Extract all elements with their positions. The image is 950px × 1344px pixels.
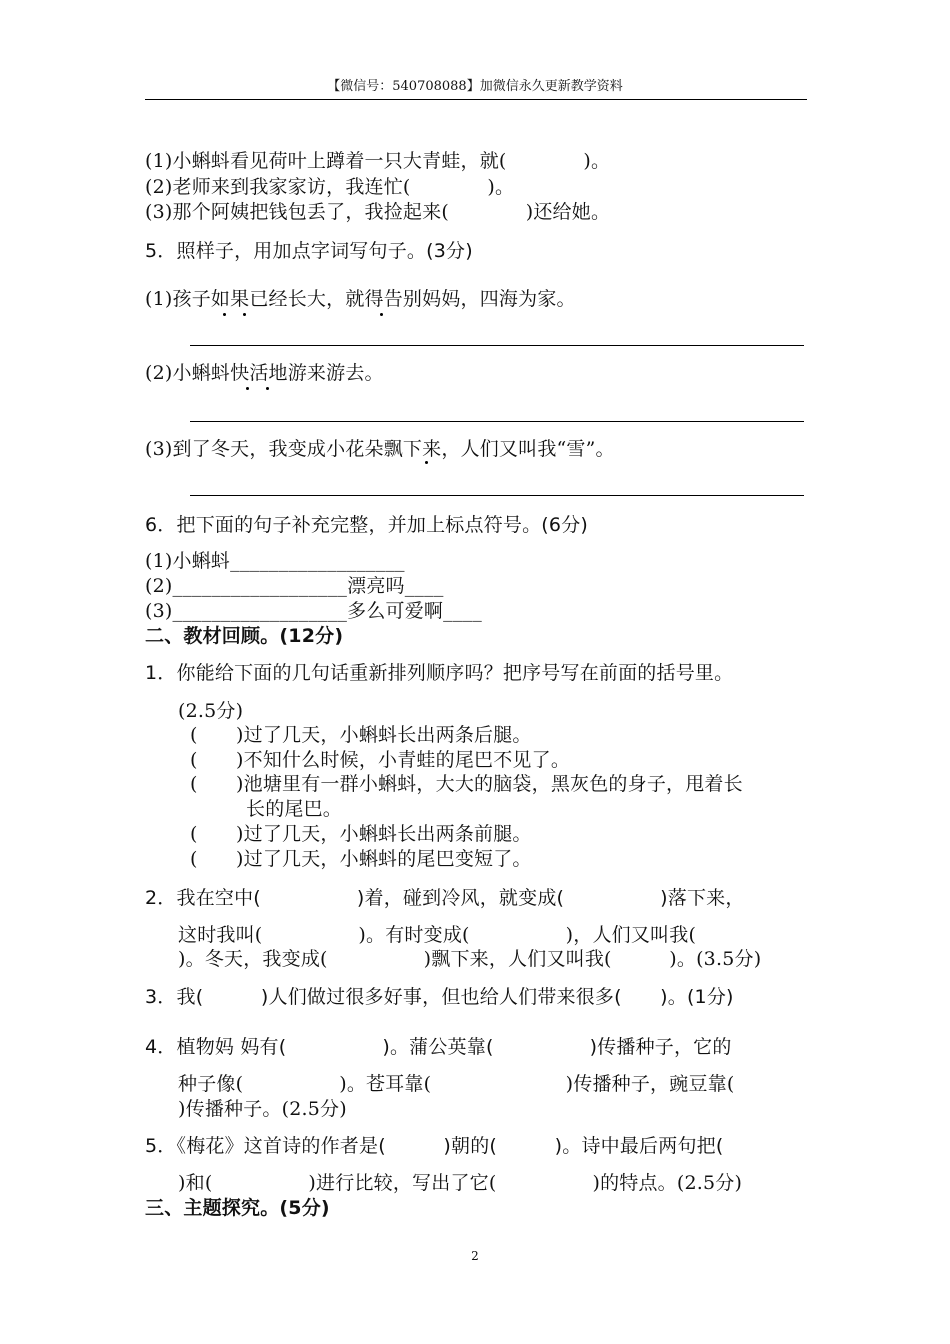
q5-sentence-3: (3)到了冬天，我变成小花朵飘下来，人们又叫我“雪”。 bbox=[145, 438, 615, 460]
q6-item-3: (3)__________________多么可爱啊____ bbox=[145, 600, 482, 622]
s2-q4-line-2: 种子像( )。苍耳靠( )传播种子，豌豆靠( bbox=[178, 1073, 735, 1095]
emphasis-dot bbox=[266, 387, 269, 390]
q4-item-3: (3)那个阿姨把钱包丢了，我捡起来( )还给她。 bbox=[145, 201, 611, 223]
s2-q5-line-1: 5．《梅花》这首诗的作者是( )朝的( )。诗中最后两句把( bbox=[145, 1135, 724, 1157]
order-option-3-cont: 长的尾巴。 bbox=[246, 798, 343, 820]
s2-q2-line-3: )。冬天，我变成( )飘下来，人们又叫我( )。(3.5分) bbox=[178, 948, 762, 970]
q5-title: 5．照样子，用加点字词写句子。(3分) bbox=[145, 240, 473, 262]
s2-q1-score: (2.5分) bbox=[178, 700, 244, 722]
order-option-5: ( )过了几天，小蝌蚪的尾巴变短了。 bbox=[190, 848, 532, 870]
order-option-2: ( )不知什么时候，小青蛙的尾巴不见了。 bbox=[190, 749, 571, 771]
emphasis-dot bbox=[380, 313, 383, 316]
q5-sentence-2: (2)小蝌蚪快活地游来游去。 bbox=[145, 362, 384, 384]
answer-line-3[interactable] bbox=[190, 495, 804, 496]
page-header: 【微信号：540708088】加微信永久更新教学资料 bbox=[327, 79, 623, 94]
section-3-title: 三、主题探究。(5分) bbox=[145, 1197, 330, 1219]
q4-item-1: (1)小蝌蚪看见荷叶上蹲着一只大青蛙，就( )。 bbox=[145, 150, 611, 172]
order-option-1: ( )过了几天，小蝌蚪长出两条后腿。 bbox=[190, 724, 532, 746]
s2-q1-text: 1．你能给下面的几句话重新排列顺序吗？把序号写在前面的括号里。 bbox=[145, 662, 734, 684]
header-rule bbox=[145, 99, 807, 100]
section-2-title: 二、教材回顾。(12分) bbox=[145, 625, 344, 647]
order-option-3: ( )池塘里有一群小蝌蚪，大大的脑袋，黑灰色的身子，甩着长 bbox=[190, 773, 743, 795]
page-number: 2 bbox=[471, 1249, 479, 1263]
answer-line-1[interactable] bbox=[190, 345, 804, 346]
s2-q4-line-3: )传播种子。(2.5分) bbox=[178, 1098, 347, 1120]
emphasis-dot bbox=[223, 313, 226, 316]
q4-item-2: (2)老师来到我家家访，我连忙( )。 bbox=[145, 176, 515, 198]
emphasis-dot bbox=[425, 461, 428, 464]
q5-sentence-1: (1)孩子如果已经长大，就得告别妈妈，四海为家。 bbox=[145, 288, 576, 310]
emphasis-dot bbox=[243, 313, 246, 316]
s2-q5-line-2: )和( )进行比较，写出了它( )的特点。(2.5分) bbox=[178, 1172, 743, 1194]
emphasis-dot bbox=[246, 387, 249, 390]
s2-q3: 3．我( )人们做过很多好事，但也给人们带来很多( )。(1分) bbox=[145, 986, 734, 1008]
q6-item-2: (2)__________________漂亮吗____ bbox=[145, 575, 444, 597]
s2-q4-line-1: 4．植物妈 妈有( )。蒲公英靠( )传播种子，它的 bbox=[145, 1036, 732, 1058]
answer-line-2[interactable] bbox=[190, 421, 804, 422]
order-option-4: ( )过了几天，小蝌蚪长出两条前腿。 bbox=[190, 823, 532, 845]
s2-q2-line-2: 这时我叫( )。有时变成( )，人们又叫我( bbox=[178, 924, 697, 946]
q6-title: 6．把下面的句子补充完整，并加上标点符号。(6分) bbox=[145, 514, 589, 536]
s2-q2-line-1: 2．我在空中( )着，碰到冷风，就变成( )落下来， bbox=[145, 887, 745, 909]
q6-item-1: (1)小蝌蚪__________________ bbox=[145, 550, 405, 572]
